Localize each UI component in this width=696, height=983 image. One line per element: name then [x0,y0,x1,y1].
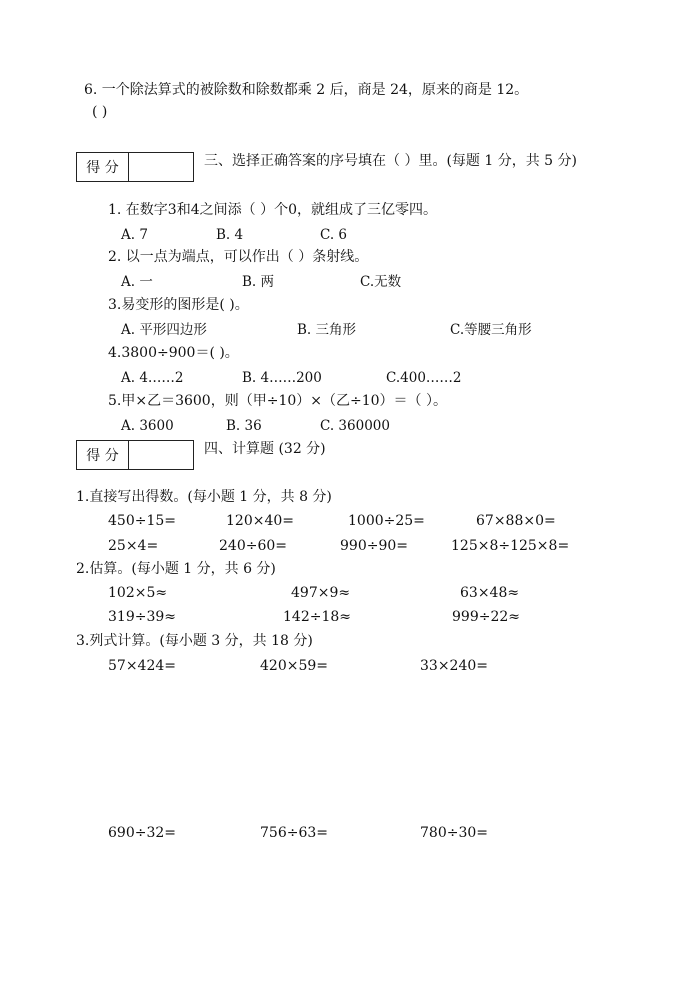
written-calc-item: 420×59= [260,658,328,674]
mental-math-item: 67×88×0= [476,513,556,529]
mental-math-item: 125×8÷125×8= [451,538,570,554]
choice-option-4c: C.400……2 [386,370,462,386]
mental-math-item: 1000÷25= [348,513,425,529]
choice-question-2: 2. 以一点为端点，可以作出（ ）条射线。 [108,249,369,265]
estimation-item: 319÷39≈ [108,609,176,625]
estimation-item: 142÷18≈ [283,609,351,625]
choice-option-1c: C. 6 [320,227,348,243]
mental-math-item: 25×4= [108,538,159,554]
estimation-item: 63×48≈ [460,585,520,601]
question-6-text: 6. 一个除法算式的被除数和除数都乘 2 后，商是 24，原来的商是 12。 [84,82,529,98]
written-calc-item: 33×240= [420,658,488,674]
part-1-heading: 1.直接写出得数。(每小题 1 分，共 8 分) [76,489,332,505]
choice-option-2b: B. 两 [242,274,275,290]
estimation-item: 999÷22≈ [452,609,520,625]
question-6-answer-paren: ( ) [92,104,108,120]
mental-math-item: 990÷90= [340,538,408,554]
score-box-section-3 [76,152,194,182]
mental-math-item: 450÷15= [108,513,176,529]
estimation-item: 102×5≈ [108,585,168,601]
choice-option-3c: C.等腰三角形 [450,322,532,338]
choice-option-5b: B. 36 [226,418,262,434]
estimation-item: 497×9≈ [291,585,351,601]
choice-option-2a: A. 一 [121,274,153,290]
score-value-field[interactable] [129,153,193,181]
part-2-heading: 2.估算。(每小题 1 分，共 6 分) [76,561,276,577]
section-4-title: 四、计算题 (32 分) [204,441,326,457]
choice-option-1a: A. 7 [121,227,148,243]
choice-option-3a: A. 平形四边形 [121,322,207,338]
section-3-title: 三、选择正确答案的序号填在（ ）里。(每题 1 分，共 5 分) [204,153,577,169]
choice-option-1b: B. 4 [216,227,244,243]
score-label: 得 分 [77,153,129,181]
choice-question-3: 3.易变形的图形是( )。 [108,297,249,313]
score-label: 得 分 [77,441,129,469]
written-calc-item: 690÷32= [108,825,176,841]
choice-option-3b: B. 三角形 [297,322,357,338]
written-calc-item: 756÷63= [260,825,328,841]
score-box-section-4 [76,440,194,470]
choice-question-4: 4.3800÷900＝( )。 [108,345,239,361]
choice-option-4a: A. 4……2 [121,370,184,386]
score-value-field[interactable] [129,441,193,469]
choice-option-5a: A. 3600 [121,418,174,434]
mental-math-item: 240÷60= [219,538,287,554]
mental-math-item: 120×40= [226,513,294,529]
choice-option-4b: B. 4……200 [242,370,322,386]
choice-option-2c: C.无数 [360,274,402,290]
choice-question-1: 1. 在数字3和4之间添（ ）个0，就组成了三亿零四。 [108,202,437,218]
choice-option-5c: C. 360000 [320,418,390,434]
written-calc-item: 780÷30= [420,825,488,841]
written-calc-item: 57×424= [108,658,176,674]
part-3-heading: 3.列式计算。(每小题 3 分，共 18 分) [76,633,313,649]
choice-question-5: 5.甲×乙＝3600，则（甲÷10）×（乙÷10）＝（ ）。 [108,393,447,409]
